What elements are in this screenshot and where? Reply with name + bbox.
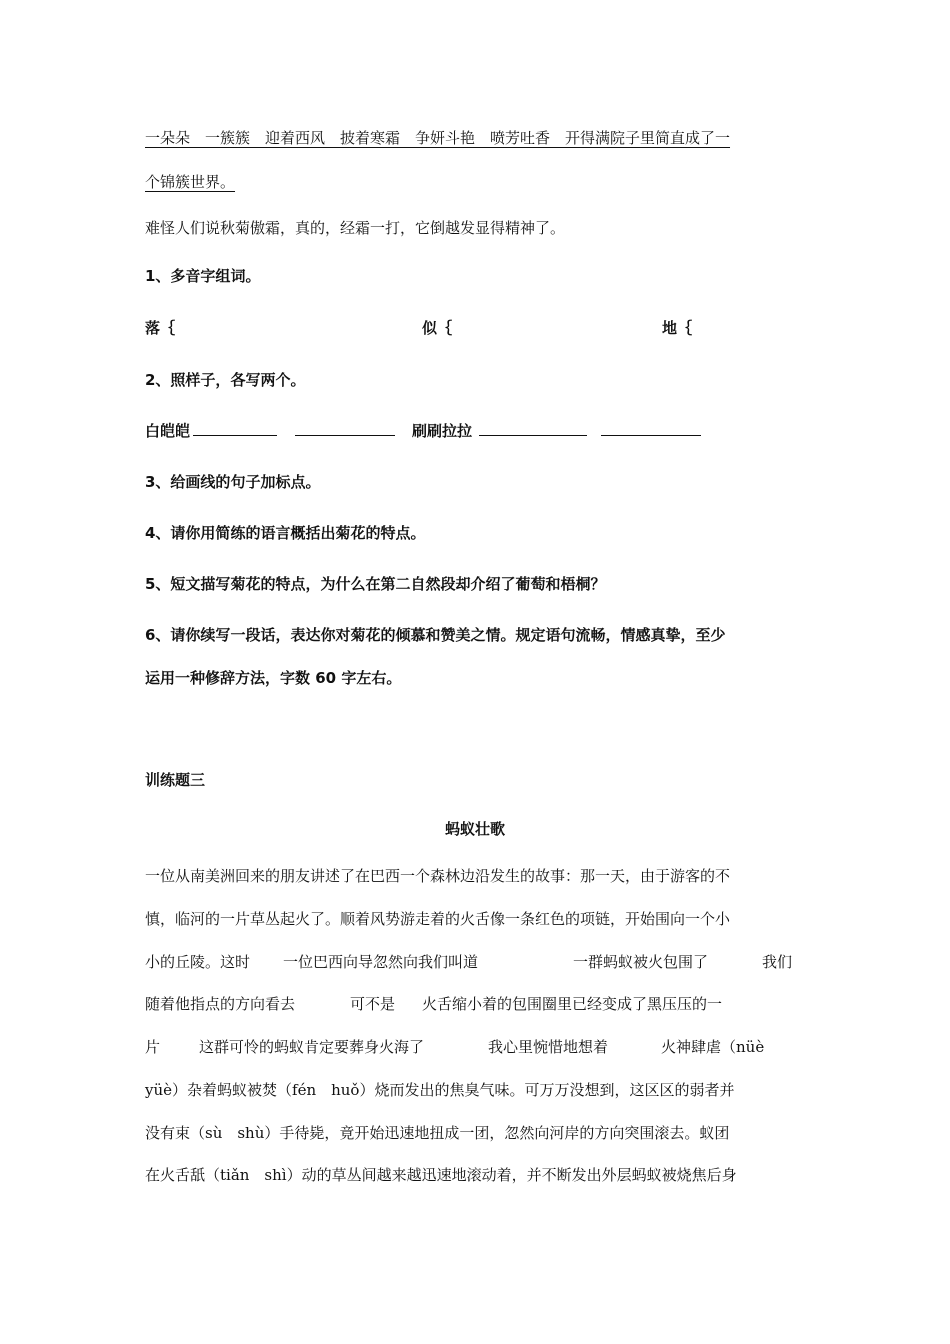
article-line-8: 在火舌舐（tiǎn shì）动的草丛间越来越迅速地滚动着，并不断发出外层蚂蚁被烧焦后身 [145,1166,737,1184]
answer-blank[interactable] [193,421,277,436]
article-line-2: 慎，临河的一片草丛起火了。顺着风势游走着的火舌像一条红色的项链，开始围向一个小 [145,910,731,928]
question-6-line-1: 6、请你续写一段话，表达你对菊花的倾慕和赞美之情。规定语句流畅，情感真挚，至少 [145,626,726,644]
text-segment: 我们 [762,953,793,971]
answer-blank[interactable] [295,421,395,436]
question-3: 3、给画线的句子加标点。 [145,473,321,491]
example-word-1: 白皑皑 [145,422,191,440]
question-6-line-2: 运用一种修辞方法，字数 60 字左右。 [145,669,402,687]
question-2: 2、照样子，各写两个。 [145,371,306,389]
text-segment: 火舌缩小着的包围圈里已经变成了黑压压的一 [422,995,723,1013]
question-5: 5、短文描写菊花的特点，为什么在第二自然段却介绍了葡萄和梧桐？ [145,575,606,593]
polyphone-char-1: 落｛ [145,319,176,337]
question-4: 4、请你用简练的语言概括出菊花的特点。 [145,524,426,542]
article-line-6: yüè）杂着蚂蚁被焚（fén huǒ）烧而发出的焦臭气味。可万万没想到，这区区的弱者并 [145,1081,735,1099]
polyphone-char-3: 地｛ [662,319,693,337]
example-word-2: 刷刷拉拉 [412,422,473,440]
text-segment: 可不是 [350,995,396,1013]
closing-sentence: 难怪人们说秋菊傲霜，真的，经霜一打，它倒越发显得精神了。 [145,219,566,237]
question-1: 1、多音字组词。 [145,267,261,285]
text-segment: 一群蚂蚁被火包围了 [573,953,709,971]
text-segment: 小的丘陵。这时 [145,953,251,971]
answer-blank[interactable] [601,421,701,436]
text-segment: 一位巴西向导忽然向我们叫道 [283,953,479,971]
article-title: 蚂蚁壮歌 [444,820,505,838]
text-segment: 片 [145,1038,161,1056]
text-segment: 随着他指点的方向看去 [145,995,296,1013]
article-line-7: 没有束（sù shù）手待毙，竟开始迅速地扭成一团，忽然向河岸的方向突围滚去。蚁团 [145,1124,730,1142]
answer-blank[interactable] [479,421,587,436]
underlined-sentence-line-2: 个锦簇世界。 [145,173,236,191]
text-segment: 火神肆虐（nüè [661,1038,765,1056]
article-line-1: 一位从南美洲回来的朋友讲述了在巴西一个森林边沿发生的故事：那一天，由于游客的不 [145,867,731,885]
underlined-sentence-line-1: 一朵朵 一簇簇 迎着西风 披着寒霜 争妍斗艳 喷芳吐香 开得满院子里简直成了一 [145,129,731,147]
polyphone-char-2: 似｛ [422,319,453,337]
section-heading: 训练题三 [145,771,206,789]
text-segment: 我心里惋惜地想着 [488,1038,609,1056]
text-segment: 这群可怜的蚂蚁肯定要葬身火海了 [199,1038,425,1056]
